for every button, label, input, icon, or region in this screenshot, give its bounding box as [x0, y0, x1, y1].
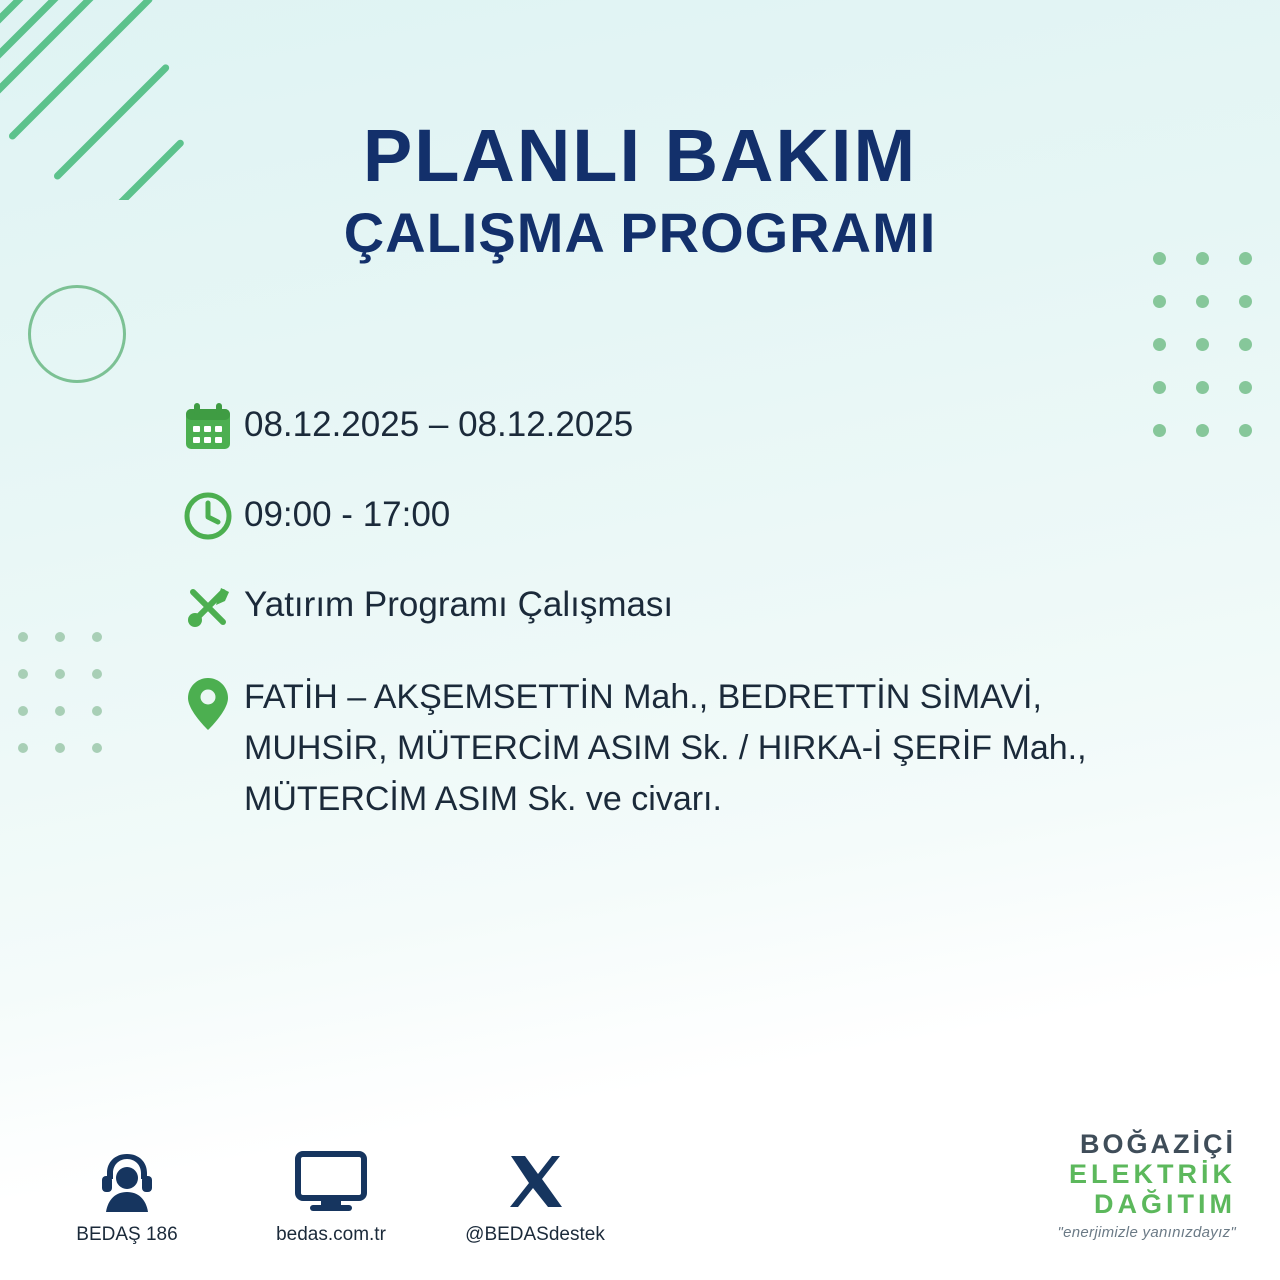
detail-row-work [172, 578, 1192, 634]
page-title: PLANLI BAKIM [362, 114, 918, 197]
brand-logo [1057, 1129, 1236, 1243]
brand-line-2: ELEKTRİK [1069, 1158, 1236, 1189]
detail-row-date [172, 398, 1192, 452]
detail-location-text: FATİH – AKŞEMSETTİN Mah., BEDRETTİN SİMAVİ, MUHSİR, MÜTERCİM ASIM Sk. / HIRKA-İ ŞERİF Mah., MÜTERCİM ASIM Sk. ve civarı. [244, 678, 1087, 818]
brand-line-3: DAĞITIM [1094, 1188, 1236, 1219]
detail-row-location [172, 670, 1192, 825]
x-social-icon [460, 1142, 610, 1214]
footer [0, 1096, 1280, 1256]
circle-outline-decoration [28, 285, 126, 383]
maintenance-details [172, 398, 1192, 861]
detail-row-time [172, 488, 1192, 542]
dot-grid-left-decoration [18, 632, 102, 753]
calendar-icon [172, 398, 244, 452]
footer-contact-social[interactable] [460, 1142, 610, 1246]
footer-contact-phone-label: BEDAŞ 186 [76, 1224, 178, 1245]
map-pin-icon [172, 670, 244, 732]
detail-date-text: 08.12.2025 – 08.12.2025 [244, 405, 634, 444]
brand-line-1: BOĞAZİÇİ [1080, 1128, 1236, 1159]
footer-contact-website-label: bedas.com.tr [276, 1224, 386, 1245]
call-center-agent-icon [52, 1142, 202, 1214]
footer-contact-website[interactable] [256, 1142, 406, 1246]
monitor-icon [256, 1142, 406, 1214]
tools-icon [172, 578, 244, 634]
footer-contacts [52, 1142, 610, 1246]
page-title-block [0, 114, 1280, 266]
footer-contact-phone[interactable] [52, 1142, 202, 1246]
footer-contact-social-label: @BEDASdestek [465, 1224, 605, 1245]
brand-slogan: "enerjimizle yanınızdayız" [1057, 1224, 1236, 1242]
page-subtitle: ÇALIŞMA PROGRAMI [343, 201, 937, 265]
detail-time-text: 09:00 - 17:00 [244, 495, 451, 534]
clock-icon [172, 488, 244, 542]
detail-work-text: Yatırım Programı Çalışması [244, 585, 674, 624]
